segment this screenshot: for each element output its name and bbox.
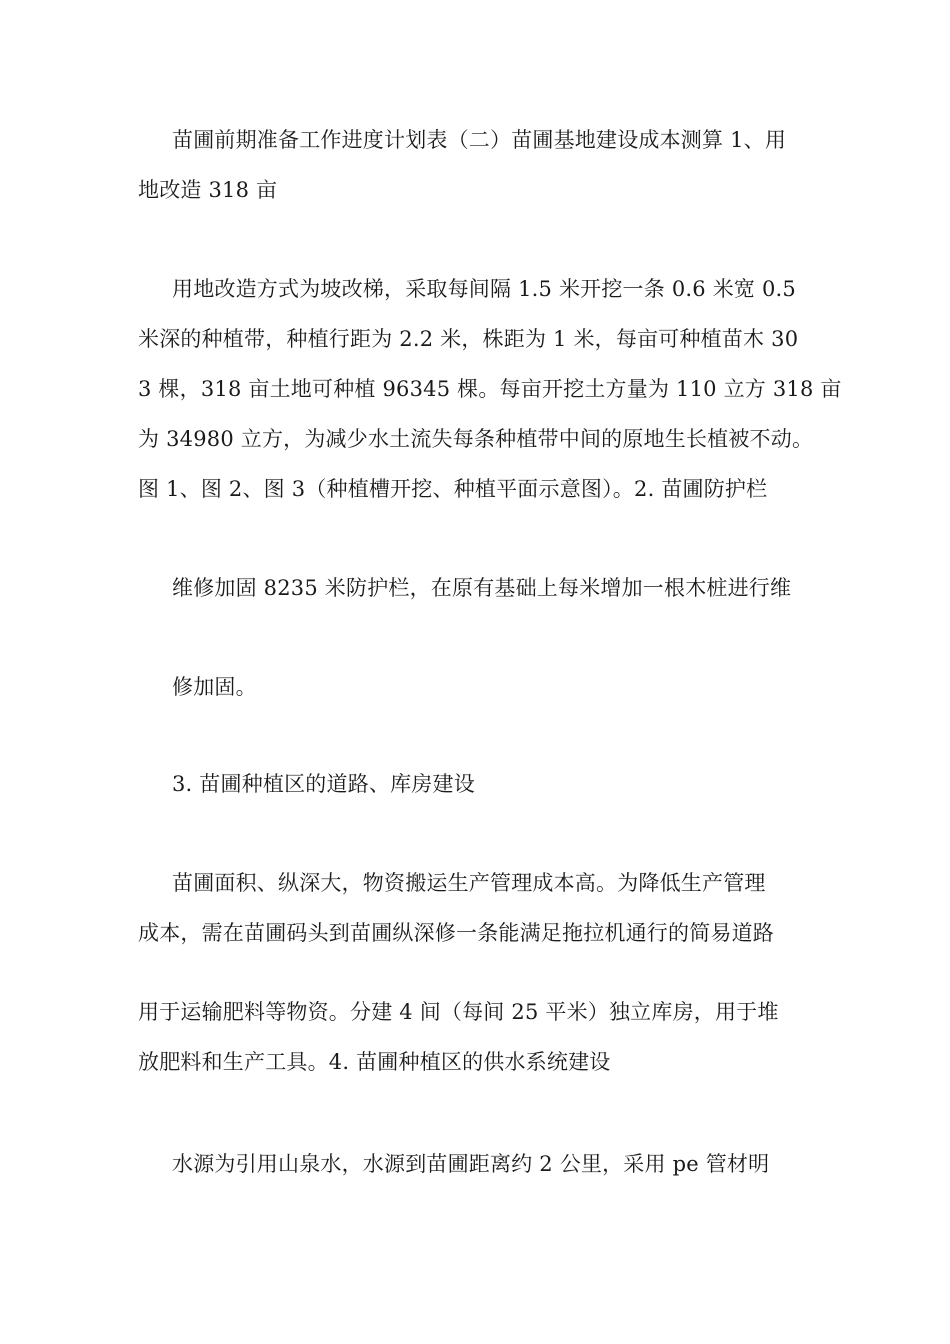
text-line: 用地改造方式为坡改梯，采取每间隔 1.5 米开挖一条 0.6 米宽 0.5: [172, 277, 796, 301]
text-line: 为 34980 立方，为减少水土流失每条种植带中间的原地生长植被不动。: [138, 427, 814, 451]
text-line: 图 1、图 2、图 3（种植槽开挖、种植平面示意图）。2. 苗圃防护栏: [138, 477, 768, 501]
text-line: 修加固。: [172, 675, 257, 699]
text-line: 米深的种植带，种植行距为 2.2 米，株距为 1 米，每亩可种植苗木 30: [138, 327, 799, 351]
section-heading: 3. 苗圃种植区的道路、库房建设: [172, 772, 475, 796]
text-line: 成本，需在苗圃码头到苗圃纵深修一条能满足拖拉机通行的简易道路: [138, 921, 774, 945]
text-line: 苗圃前期准备工作进度计划表（二）苗圃基地建设成本测算 1、用: [172, 128, 787, 152]
text-line: 水源为引用山泉水，水源到苗圃距离约 2 公里，采用 pe 管材明: [172, 1152, 770, 1176]
text-line: 放肥料和生产工具。4. 苗圃种植区的供水系统建设: [138, 1050, 611, 1074]
text-line: 地改造 318 亩: [138, 178, 278, 202]
text-line: 苗圃面积、纵深大，物资搬运生产管理成本高。为降低生产管理: [172, 871, 766, 895]
text-line: 维修加固 8235 米防护栏，在原有基础上每米增加一根木桩进行维: [172, 576, 792, 600]
text-line: 用于运输肥料等物资。分建 4 间（每间 25 平米）独立库房，用于堆: [138, 1000, 779, 1024]
text-line: 3 棵，318 亩土地可种植 96345 棵。每亩开挖土方量为 110 立方 318 亩: [138, 377, 842, 401]
